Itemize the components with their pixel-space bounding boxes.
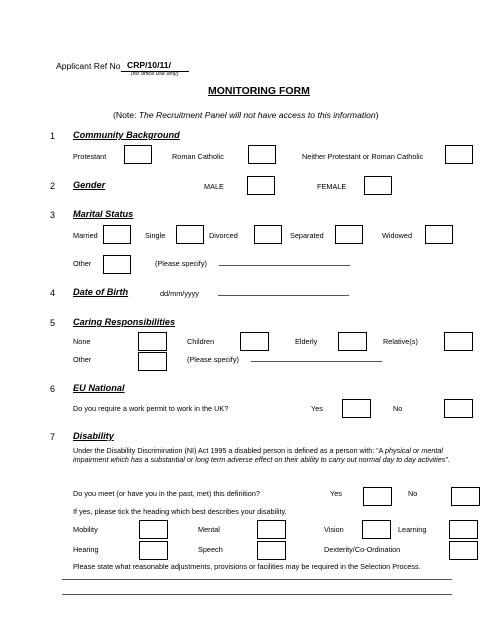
eu-yes-label: Yes: [311, 404, 323, 413]
option-speech: Speech: [198, 545, 223, 554]
option-children: Children: [187, 337, 215, 346]
section-1-number: 1: [50, 131, 56, 141]
checkbox-dexterity[interactable]: [449, 541, 478, 560]
disability-no-label: No: [408, 489, 418, 498]
caring-specify-label: (Please specify): [187, 355, 239, 364]
option-learning: Learning: [398, 525, 427, 534]
option-mental: Mental: [198, 525, 220, 534]
section-7-heading: Disability: [73, 431, 114, 441]
note-text: The Recruitment Panel will not have access to this information: [138, 110, 376, 120]
disability-yes-label: Yes: [330, 489, 342, 498]
checkbox-protestant[interactable]: [124, 145, 152, 164]
option-dexterity: Dexterity/Co-Ordination: [324, 545, 401, 554]
option-male: MALE: [204, 182, 224, 191]
marital-specify-label: (Please specify): [155, 259, 207, 268]
marital-specify-field[interactable]: [219, 265, 350, 266]
option-separated: Separated: [290, 231, 324, 240]
caring-other-label: Other: [73, 355, 92, 364]
section-4-heading: Date of Birth: [73, 287, 129, 297]
checkbox-eu-no[interactable]: [444, 399, 473, 418]
option-single: Single: [145, 231, 166, 240]
tick-heading-instruction: If yes, please tick the heading which best describes your disability.: [73, 507, 287, 516]
checkbox-children[interactable]: [240, 332, 269, 351]
checkbox-speech[interactable]: [257, 541, 286, 560]
section-3-heading: Marital Status: [73, 209, 134, 219]
office-use-note: (for office use only): [131, 71, 179, 77]
marital-other-label: Other: [73, 259, 92, 268]
section-3-number: 3: [50, 210, 56, 220]
checkbox-female[interactable]: [364, 176, 392, 195]
checkbox-caring-other[interactable]: [138, 352, 167, 371]
section-5-number: 5: [50, 318, 56, 328]
definition-plain: Under the Disability Discrimination (NI) Act 1995 a disabled person is defined as a person with: “A: [73, 446, 384, 455]
section-6-number: 6: [50, 384, 56, 394]
checkbox-neither[interactable]: [445, 145, 473, 164]
section-4-number: 4: [50, 288, 56, 298]
disability-definition: [73, 447, 453, 464]
option-roman-catholic: Roman Catholic: [172, 152, 224, 161]
checkbox-disability-no[interactable]: [451, 487, 480, 506]
adjustments-prompt: Please state what reasonable adjustments, provisions or facilities may be required in the Selection Process.: [73, 562, 421, 571]
checkbox-mental[interactable]: [257, 520, 286, 539]
option-vision: Vision: [324, 525, 344, 534]
checkbox-mobility[interactable]: [139, 520, 168, 539]
checkbox-hearing[interactable]: [139, 541, 168, 560]
option-relatives: Relative(s): [383, 337, 418, 346]
option-elderly: Elderly: [295, 337, 318, 346]
caring-specify-field[interactable]: [251, 361, 382, 362]
checkbox-disability-yes[interactable]: [363, 487, 392, 506]
option-hearing: Hearing: [73, 545, 99, 554]
checkbox-elderly[interactable]: [338, 332, 367, 351]
dob-format: dd/mm/yyyy: [160, 289, 199, 298]
section-2-heading: Gender: [73, 180, 106, 190]
eu-no-label: No: [393, 404, 403, 413]
checkbox-separated[interactable]: [335, 225, 363, 244]
option-widowed: Widowed: [382, 231, 413, 240]
option-female: FEMALE: [317, 182, 347, 191]
dob-field[interactable]: [218, 295, 349, 296]
section-2-number: 2: [50, 181, 56, 191]
page-title: MONITORING FORM: [208, 85, 310, 97]
adjustments-line-2[interactable]: [62, 594, 452, 595]
section-6-heading: EU National: [73, 383, 125, 393]
definition-italic: physical or mental impairment which has a substantial or long term adverse effect on their ability to carry out normal day to day activities”.: [73, 446, 450, 464]
checkbox-married[interactable]: [103, 225, 131, 244]
option-mobility: Mobility: [73, 525, 98, 534]
checkbox-learning[interactable]: [449, 520, 478, 539]
adjustments-line-1[interactable]: [62, 579, 452, 580]
option-divorced: Divorced: [209, 231, 238, 240]
checkbox-widowed[interactable]: [425, 225, 453, 244]
checkbox-single[interactable]: [176, 225, 204, 244]
section-7-number: 7: [50, 432, 56, 442]
note-open: (Note:: [113, 110, 139, 120]
applicant-ref-value: CRP/10/11/: [127, 60, 171, 70]
checkbox-none[interactable]: [138, 332, 167, 351]
checkbox-roman-catholic[interactable]: [248, 145, 276, 164]
option-protestant: Protestant: [73, 152, 107, 161]
note: [113, 110, 379, 120]
checkbox-divorced[interactable]: [254, 225, 282, 244]
checkbox-relatives[interactable]: [444, 332, 473, 351]
checkbox-vision[interactable]: [362, 520, 391, 539]
checkbox-male[interactable]: [247, 176, 275, 195]
disability-question: Do you meet (or have you in the past, met) this definition?: [73, 489, 260, 498]
note-close: ): [375, 110, 379, 120]
section-1-heading: Community Background: [73, 130, 180, 140]
section-5-heading: Caring Responsibilities: [73, 317, 176, 327]
checkbox-eu-yes[interactable]: [342, 399, 371, 418]
checkbox-marital-other[interactable]: [103, 255, 131, 274]
option-neither: Neither Protestant or Roman Catholic: [302, 152, 424, 161]
option-none: None: [73, 337, 91, 346]
eu-question: Do you require a work permit to work in the UK?: [73, 404, 229, 413]
applicant-ref-label: Applicant Ref No: [56, 61, 121, 71]
option-married: Married: [73, 231, 98, 240]
